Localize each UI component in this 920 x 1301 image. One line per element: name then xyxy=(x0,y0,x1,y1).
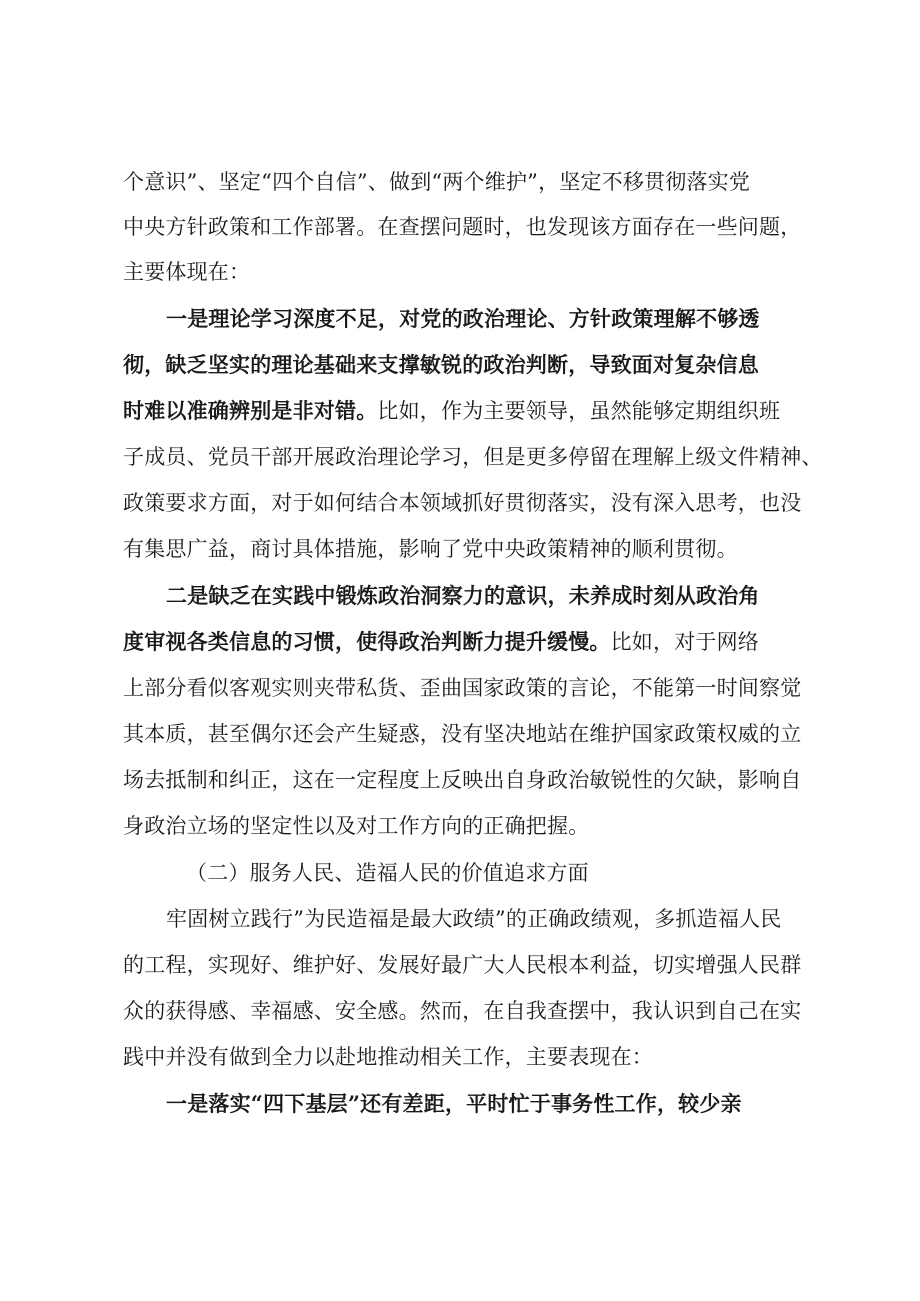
point-one-bold-line-2: 彻，缺乏坚实的理论基础来支撑敏锐的政治判断，导致面对复杂信息 xyxy=(123,352,759,377)
point-two-line-4: 其本质，甚至偶尔还会产生疑惑，没有坚决地站在维护国家政策权威的立 xyxy=(123,722,802,746)
point-three-line-1: 一是落实“四下基层”还有差距，平时忙于事务性工作，较少亲 xyxy=(166,1091,742,1116)
point-two-line-6: 身政治立场的坚定性以及对工作方向的正确把握。 xyxy=(123,814,590,838)
point-one-bold-line-3: 时难以准确辨别是非对错。 xyxy=(123,398,378,423)
point-one-line-4: 子成员、党员干部开展政治理论学习，但是更多停留在理解上级文件精神、 xyxy=(123,445,823,469)
intro-line-3: 主要体现在： xyxy=(123,260,251,284)
section-line-2: 的工程，实现好、维护好、发展好最广大人民根本利益，切实增强人民群 xyxy=(123,953,802,977)
point-one-line-6: 有集思广益，商讨具体措施，影响了党中央政策精神的顺利贯彻。 xyxy=(123,537,738,561)
point-two-bold-line-1: 二是缺乏在实践中锻炼政治洞察力的意识，未养成时刻从政治角 xyxy=(166,583,760,608)
point-one-bold-line-1: 一是理论学习深度不足，对党的政治理论、方针政策理解不够透 xyxy=(166,306,760,331)
section-line-1: 牢固树立践行”为民造福是最大政绩”的正确政绩观，多抓造福人民 xyxy=(166,907,782,931)
point-one-line-3 xyxy=(123,396,780,426)
section-heading: （二）服务人民、造福人民的价值追求方面 xyxy=(186,861,589,885)
point-one-inline-text: 比如，作为主要领导，虽然能够定期组织班 xyxy=(377,399,781,423)
intro-line-2: 中央方针政策和工作部署。在查摆问题时，也发现该方面存在一些问题， xyxy=(123,215,802,239)
section-line-3: 众的获得感、幸福感、安全感。然而，在自我查摆中，我认识到自己在实 xyxy=(123,999,802,1023)
point-two-line-5: 场去抵制和纠正，这在一定程度上反映出自身政治敏锐性的欠缺，影响自 xyxy=(123,768,802,792)
point-one-line-5: 政策要求方面，对于如何结合本领域抓好贯彻落实，没有深入思考，也没 xyxy=(123,491,802,515)
section-line-4: 践中并没有做到全力以赴地推动相关工作，主要表现在： xyxy=(123,1045,653,1069)
point-two-bold-line-2: 度审视各类信息的习惯，使得政治判断力提升缓慢。 xyxy=(123,629,611,654)
point-two-line-3: 上部分看似客观实则夹带私货、歪曲国家政策的言论，不能第一时间察觉 xyxy=(123,676,802,700)
point-two-line-2 xyxy=(123,627,759,657)
intro-line-1: 个意识”、坚定“四个自信”、做到“两个维护”，坚定不移贯彻落实党 xyxy=(123,170,751,194)
point-two-inline-text: 比如，对于网络 xyxy=(610,630,760,654)
